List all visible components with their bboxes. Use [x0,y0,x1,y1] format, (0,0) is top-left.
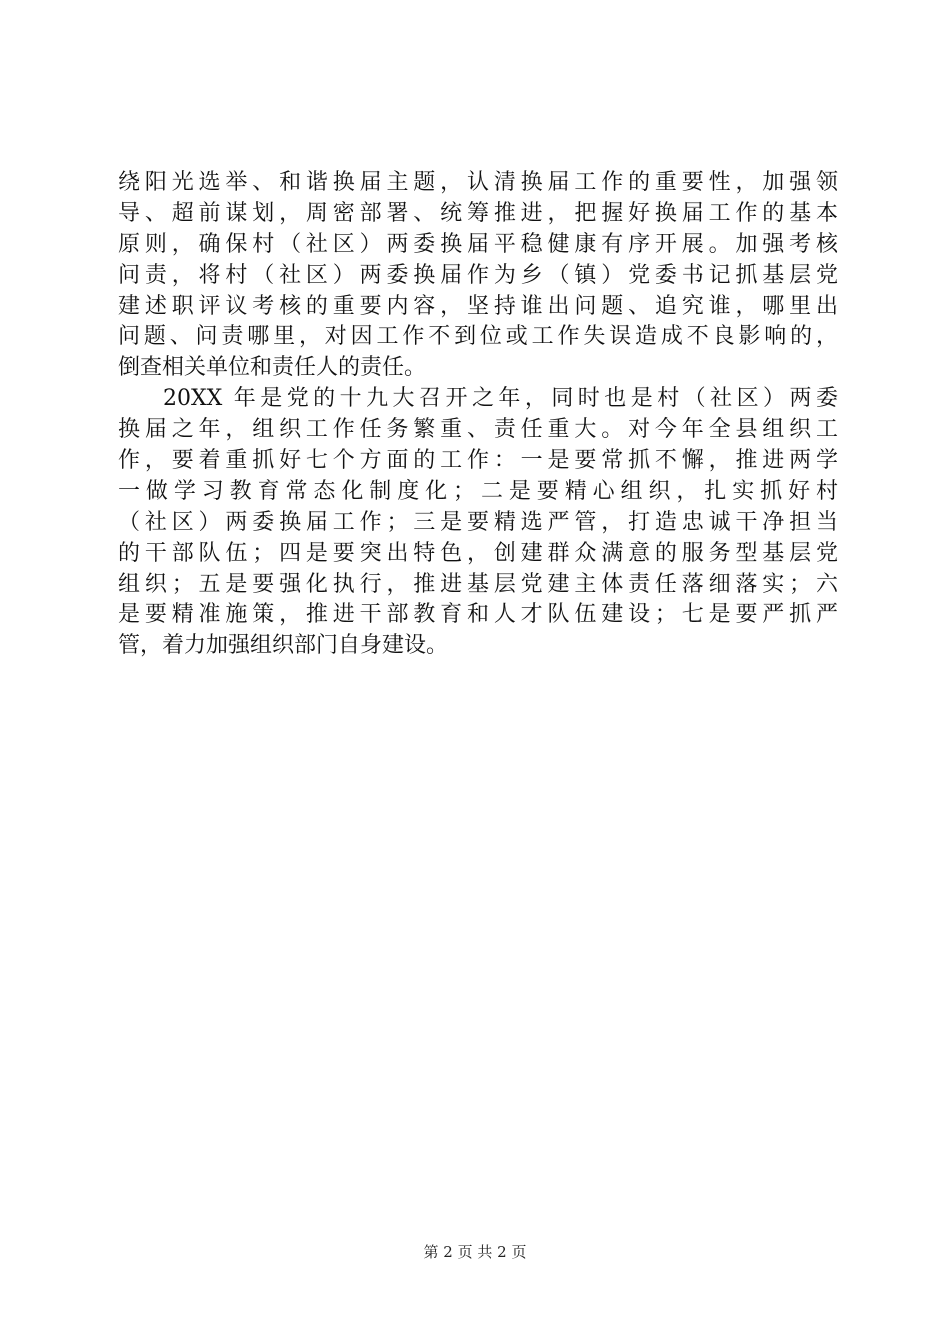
document-body [118,168,838,662]
paragraph-line: 管，着力加强组织部门自身建设。 [118,633,449,659]
paragraph-line: 一做学习教育常态化制度化；二是要精心组织，扎实抓好村 [118,478,838,504]
paragraph-line: 作，要着重抓好七个方面的工作：一是要常抓不懈，推进两学 [118,448,838,474]
paragraph-line: 组织；五是要强化执行，推进基层党建主体责任落细落实；六 [118,571,838,597]
paragraph-line: 绕阳光选举、和谐换届主题，认清换届工作的重要性，加强领 [118,170,838,195]
paragraph-line: 是要精准施策，推进干部教育和人才队伍建设；七是要严抓严 [118,602,838,628]
paragraph-line: 的干部队伍；四是要突出特色，创建群众满意的服务型基层党 [118,540,838,566]
paragraph-line: 倒查相关单位和责任人的责任。 [118,355,427,381]
paragraph-2 [118,384,838,662]
paragraph-1 [118,168,838,384]
paragraph-line: 原则，确保村（社区）两委换届平稳健康有序开展。加强考核 [118,231,838,257]
paragraph-line: 建述职评议考核的重要内容，坚持谁出问题、追究谁，哪里出 [118,293,838,319]
page-number-footer: 第 2 页 共 2 页 [423,1243,527,1261]
paragraph-line: 20XX 年是党的十九大召开之年，同时也是村（社区）两委 [163,386,838,412]
paragraph-line: 问责，将村（社区）两委换届作为乡（镇）党委书记抓基层党 [118,262,838,288]
paragraph-line: 换届之年，组织工作任务繁重、责任重大。对今年全县组织工 [118,417,838,443]
paragraph-line: 问题、问责哪里，对因工作不到位或工作失误造成不良影响的， [118,324,838,350]
paragraph-line: （社区）两委换届工作；三是要精选严管，打造忠诚干净担当 [118,509,838,535]
paragraph-line: 导、超前谋划，周密部署、统筹推进，把握好换届工作的基本 [118,200,838,226]
